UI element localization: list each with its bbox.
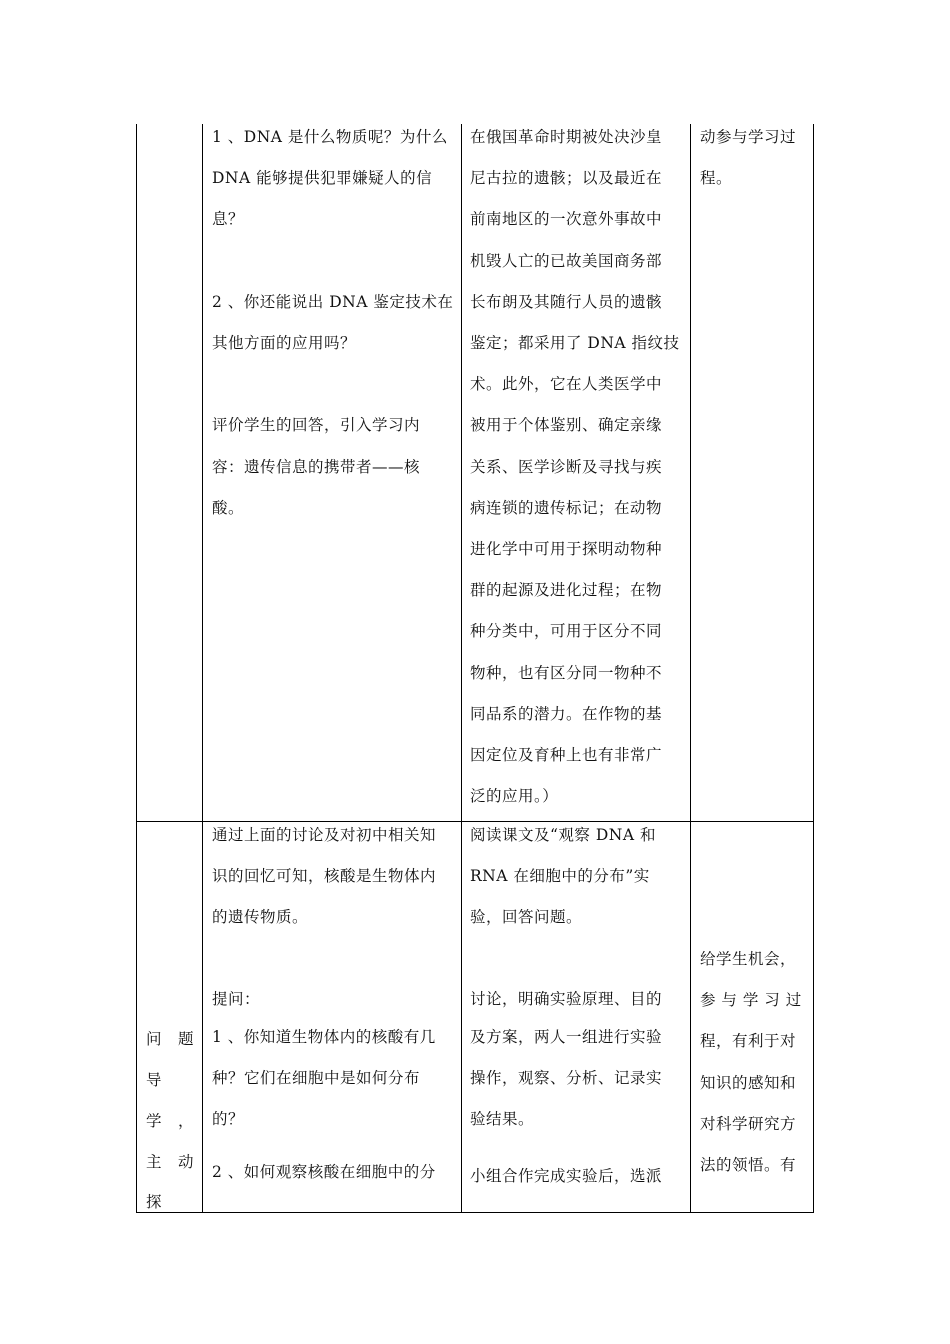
text-line: 操作，观察、分析、记录实 — [470, 1068, 663, 1087]
blank-line — [212, 364, 456, 405]
text-line: 术。此外，它在人类医学中 — [470, 375, 663, 394]
text-line: 病连锁的遗传标记；在动物 — [470, 498, 663, 517]
text-line: 及方案，两人一组进行实验 — [470, 1027, 663, 1046]
row1-col-c — [470, 117, 686, 817]
stage-label-char: 动 — [178, 1153, 194, 1171]
row1-col-b — [212, 117, 456, 529]
text-line: 验，回答问题。 — [470, 908, 583, 927]
stage-label-char: 问 — [146, 1030, 162, 1048]
text-line: 验结果。 — [470, 1110, 535, 1129]
text-line: 提问： — [212, 989, 261, 1008]
column-divider-2 — [461, 124, 462, 1213]
text-line: 在俄国革命时期被处决沙皇 — [470, 128, 663, 146]
text-line: 小组合作完成实验后，选派 — [470, 1167, 663, 1186]
text-line: 1 、DNA 是什么物质呢？为什么 — [212, 128, 448, 146]
text-line: 关系、医学诊断及寻找与疾 — [470, 457, 663, 476]
row2-col-b — [212, 815, 456, 1193]
text-line: 给学生机会， — [700, 950, 797, 968]
text-line: 知识的感知和 — [700, 1073, 797, 1092]
text-line: 因定位及育种上也有非常广 — [470, 746, 663, 765]
text-line: 的遗传物质。 — [212, 908, 309, 927]
text-line: 对科学研究方 — [700, 1114, 797, 1133]
text-line: 的？ — [212, 1110, 245, 1129]
stage-label-char: 题 — [178, 1030, 194, 1048]
text-line: 动参与学习过 — [700, 128, 797, 146]
row1-col-d — [700, 117, 810, 199]
row2-col-c — [470, 815, 686, 1197]
text-line: 2 、你还能说出 DNA 鉴定技术在 — [212, 292, 454, 311]
text-line: 前南地区的一次意外事故中 — [470, 210, 663, 229]
text-line: 其他方面的应用吗？ — [212, 334, 357, 352]
stage-label-char: ， — [178, 1112, 194, 1130]
text-line: 讨论，明确实验原理、目的 — [470, 989, 663, 1008]
text-line: 参 与 学 习 过 — [700, 991, 802, 1010]
text-line: 酸。 — [212, 498, 245, 517]
text-line: 泛的应用。） — [470, 787, 559, 806]
text-line: 尼古拉的遗骸；以及最近在 — [470, 169, 663, 188]
text-line: 识的回忆可知，核酸是生物体内 — [212, 867, 437, 886]
text-line: 种分类中，可用于区分不同 — [470, 622, 663, 641]
text-line: 同品系的潜力。在作物的基 — [470, 704, 663, 723]
blank-line — [212, 939, 456, 975]
text-line: RNA 在细胞中的分布”实 — [470, 867, 650, 886]
text-line: 鉴定；都采用了 DNA 指纹技 — [470, 334, 680, 353]
text-line: 1 、你知道生物体内的核酸有几 — [212, 1027, 436, 1046]
blank-line — [470, 939, 686, 975]
text-line: 通过上面的讨论及对初中相关知 — [212, 826, 437, 844]
text-line: 进化学中可用于探明动物种 — [470, 540, 663, 559]
table-border-right — [813, 124, 814, 1213]
column-divider-3 — [690, 124, 691, 1213]
text-line: 群的起源及进化过程；在物 — [470, 581, 663, 600]
text-line: 容：遗传信息的携带者——核 — [212, 457, 421, 476]
text-line: 种？它们在细胞中是如何分布 — [212, 1068, 421, 1087]
text-line: DNA 能够提供犯罪嫌疑人的信 — [212, 169, 433, 188]
blank-line — [470, 1140, 686, 1152]
row2-col-d — [700, 939, 810, 1186]
stage-label-char: 学 — [146, 1112, 162, 1130]
text-line: 机毁人亡的已故美国商务部 — [470, 251, 663, 270]
column-divider-1 — [202, 124, 203, 1213]
stage-label-char: 探 — [146, 1193, 162, 1211]
text-line: 程。 — [700, 169, 733, 188]
text-line: 息？ — [212, 210, 245, 229]
stage-label-char: 主 — [146, 1153, 162, 1171]
text-line: 程，有利于对 — [700, 1032, 797, 1051]
table-border-left — [136, 124, 137, 1213]
text-line: 评价学生的回答，引入学习内 — [212, 416, 421, 435]
text-line: 阅读课文及“观察 DNA 和 — [470, 826, 656, 844]
stage-label-char: 导 — [146, 1071, 162, 1089]
text-line: 2 、如何观察核酸在细胞中的分 — [212, 1163, 436, 1182]
blank-line — [212, 241, 456, 282]
text-line: 法的领悟。有 — [700, 1156, 797, 1175]
table-border-bottom — [136, 1212, 814, 1213]
text-line: 长布朗及其随行人员的遗骸 — [470, 292, 663, 311]
text-line: 被用于个体鉴别、确定亲缘 — [470, 416, 663, 435]
text-line: 物种，也有区分同一物种不 — [470, 663, 663, 682]
